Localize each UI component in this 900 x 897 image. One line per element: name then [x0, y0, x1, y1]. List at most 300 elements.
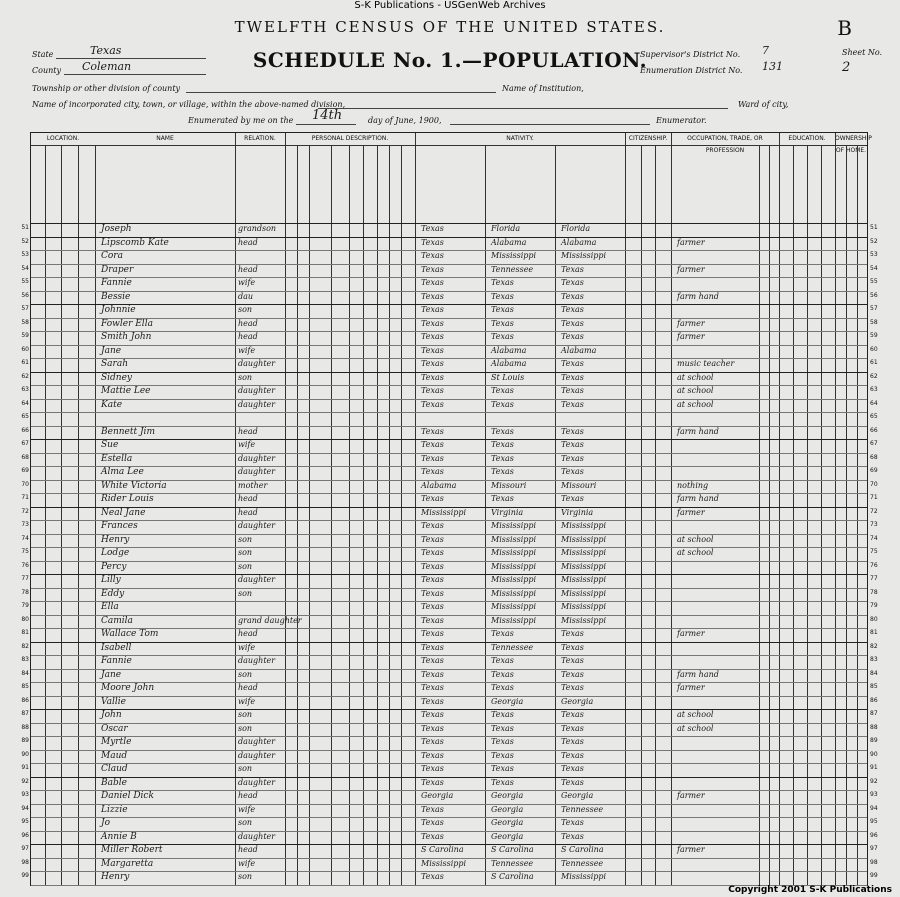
row-number-right: 99	[870, 872, 878, 880]
row-number-right: 89	[870, 737, 878, 745]
row-number-right: 81	[870, 629, 878, 637]
person-name: Annie B	[101, 831, 137, 842]
birthplace-father: Texas	[491, 291, 514, 301]
row-rule	[31, 750, 867, 751]
row-number-left: 67	[21, 440, 29, 448]
column-rule	[363, 145, 364, 885]
person-name: Lilly	[101, 575, 121, 586]
birthplace-mother: Texas	[561, 467, 584, 477]
birthplace-father: Texas	[491, 318, 514, 328]
relation-entry: son	[238, 372, 253, 382]
person-name: Joseph	[101, 224, 132, 234]
birthplace-mother: Texas	[561, 818, 584, 828]
row-number-right: 90	[870, 750, 878, 758]
row-rule	[31, 358, 867, 359]
person-name: Mattie Lee	[101, 386, 151, 397]
occupation-entry: at school	[677, 548, 714, 558]
birthplace-father: Mississippi	[491, 588, 537, 598]
person-name: Oscar	[101, 723, 128, 734]
row-number-left: 94	[21, 804, 29, 812]
birthplace-father: S Carolina	[491, 845, 534, 855]
person-name: Ella	[101, 602, 119, 613]
row-number-right: 85	[870, 683, 878, 691]
row-number-right: 52	[870, 237, 878, 245]
occupation-entry: at school	[677, 534, 714, 544]
birthplace-person: Mississippi	[421, 507, 467, 517]
birthplace-father: Texas	[491, 764, 514, 774]
person-name: Henry	[101, 872, 130, 883]
relation-entry: daughter	[238, 750, 276, 760]
birthplace-mother: Texas	[561, 723, 584, 733]
column-rule	[389, 145, 390, 885]
row-number-right: 51	[870, 224, 878, 231]
birthplace-person: Texas	[421, 467, 444, 477]
relation-entry: grandson	[238, 224, 277, 233]
birthplace-mother: Texas	[561, 440, 584, 450]
row-number-left: 53	[21, 251, 29, 259]
day-underline	[296, 124, 356, 125]
birthplace-person: Texas	[421, 359, 444, 369]
row-number-left: 60	[21, 345, 29, 353]
row-number-left: 82	[21, 642, 29, 650]
birthplace-father: Texas	[491, 723, 514, 733]
relation-entry: son	[238, 710, 253, 720]
row-number-right: 73	[870, 521, 878, 529]
row-number-left: 74	[21, 534, 29, 542]
birthplace-mother: Georgia	[561, 696, 594, 706]
row-number-left: 64	[21, 399, 29, 407]
row-number-right: 59	[870, 332, 878, 340]
row-number-right: 56	[870, 291, 878, 299]
birthplace-mother: Alabama	[561, 345, 597, 355]
row-number-left: 54	[21, 264, 29, 272]
occupation-entry: farmer	[677, 237, 705, 247]
section-occupation: OCCUPATION, TRADE, OR PROFESSION	[671, 133, 779, 146]
birthplace-mother: Texas	[561, 737, 584, 747]
person-name: Draper	[101, 264, 134, 275]
row-rule	[31, 817, 867, 818]
birthplace-father: Texas	[491, 440, 514, 450]
birthplace-father: Virginia	[491, 507, 524, 517]
row-number-left: 72	[21, 507, 29, 515]
column-rule	[485, 145, 486, 885]
township-label: Township or other division of county	[32, 84, 181, 93]
occupation-entry: at school	[677, 710, 714, 720]
birthplace-person: Texas	[421, 656, 444, 666]
sheet-label: Sheet No.	[842, 48, 883, 57]
birthplace-mother: Mississippi	[561, 872, 607, 882]
column-rule	[415, 133, 416, 885]
row-number-left: 65	[21, 413, 29, 421]
person-name: Fowler Ella	[101, 318, 153, 329]
person-name: Lizzie	[101, 804, 128, 815]
birthplace-mother: Georgia	[561, 791, 594, 801]
person-name: Frances	[101, 521, 138, 532]
relation-entry: son	[238, 548, 253, 558]
birthplace-person: Texas	[421, 602, 444, 612]
row-rule	[31, 763, 867, 764]
birthplace-mother: Alabama	[561, 237, 597, 247]
column-rule	[555, 145, 556, 885]
birthplace-father: Alabama	[491, 345, 527, 355]
person-name: John	[101, 710, 122, 721]
row-rule	[31, 439, 867, 440]
relation-entry: head	[238, 683, 258, 693]
birthplace-mother: Texas	[561, 264, 584, 274]
relation-entry: son	[238, 764, 253, 774]
row-number-left: 87	[21, 710, 29, 718]
row-number-left: 89	[21, 737, 29, 745]
row-number-left: 70	[21, 480, 29, 488]
birthplace-father: Texas	[491, 399, 514, 409]
row-rule	[31, 574, 867, 575]
row-rule	[31, 453, 867, 454]
row-number-right: 74	[870, 534, 878, 542]
copyright-note: Copyright 2001 S-K Publications	[728, 885, 892, 895]
row-number-right: 86	[870, 696, 878, 704]
row-rule	[31, 871, 867, 872]
row-rule	[31, 615, 867, 616]
birthplace-mother: Texas	[561, 710, 584, 720]
row-number-left: 92	[21, 777, 29, 785]
row-number-left: 97	[21, 845, 29, 853]
relation-entry: wife	[238, 278, 256, 288]
birthplace-mother: Mississippi	[561, 602, 607, 612]
row-number-left: 80	[21, 615, 29, 623]
row-number-right: 60	[870, 345, 878, 353]
person-name: Bable	[101, 777, 127, 788]
birthplace-person: Texas	[421, 318, 444, 328]
section-name: NAME	[95, 133, 235, 146]
person-name: Percy	[101, 561, 127, 572]
relation-entry: daughter	[238, 386, 276, 396]
person-name: Camila	[101, 615, 133, 626]
row-number-left: 81	[21, 629, 29, 637]
birthplace-person: Texas	[421, 642, 444, 652]
sheet-letter: B	[837, 16, 852, 40]
birthplace-father: S Carolina	[491, 872, 534, 882]
occupation-entry: farmer	[677, 332, 705, 342]
person-name: Miller Robert	[101, 845, 163, 856]
row-rule	[31, 291, 867, 292]
person-name: Neal Jane	[101, 507, 146, 518]
person-name: Eddy	[101, 588, 125, 599]
row-number-left: 63	[21, 386, 29, 394]
column-rule	[807, 145, 808, 885]
birthplace-mother: Texas	[561, 629, 584, 639]
person-name: Jane	[101, 669, 122, 680]
column-rule	[78, 145, 79, 885]
birthplace-father: Texas	[491, 305, 514, 315]
birthplace-father: Texas	[491, 453, 514, 463]
section-education: EDUCATION.	[779, 133, 835, 146]
birthplace-father: Mississippi	[491, 602, 537, 612]
birthplace-mother: Texas	[561, 291, 584, 301]
birthplace-father: Mississippi	[491, 615, 537, 625]
birthplace-person: Georgia	[421, 791, 454, 801]
row-rule	[31, 709, 867, 710]
birthplace-person: Texas	[421, 777, 444, 787]
row-number-right: 55	[870, 278, 878, 286]
row-number-left: 55	[21, 278, 29, 286]
row-number-right: 79	[870, 602, 878, 610]
birthplace-person: Texas	[421, 426, 444, 436]
row-number-left: 85	[21, 683, 29, 691]
birthplace-person: Texas	[421, 264, 444, 274]
row-rule	[31, 777, 867, 778]
birthplace-father: Georgia	[491, 791, 524, 801]
person-name: Moore John	[101, 683, 155, 694]
institution-label: Name of Institution,	[502, 84, 584, 93]
schedule-title: SCHEDULE No. 1.—POPULATION.	[252, 48, 648, 72]
enumerated-day: 14th	[312, 108, 343, 123]
birthplace-father: Georgia	[491, 696, 524, 706]
row-rule	[31, 372, 867, 373]
person-name: Kate	[101, 399, 123, 410]
row-number-right: 76	[870, 561, 878, 569]
birthplace-person: Texas	[421, 399, 444, 409]
row-number-right: 77	[870, 575, 878, 583]
relation-entry: son	[238, 872, 253, 882]
birthplace-person: Texas	[421, 305, 444, 315]
person-name: Johnnie	[101, 305, 136, 316]
birthplace-person: Texas	[421, 615, 444, 625]
row-rule	[31, 466, 867, 467]
birthplace-person: Texas	[421, 804, 444, 814]
occupation-entry: farmer	[677, 507, 705, 517]
birthplace-person: Texas	[421, 440, 444, 450]
birthplace-person: Texas	[421, 237, 444, 247]
row-number-right: 65	[870, 413, 878, 421]
relation-entry: wife	[238, 642, 256, 652]
row-number-right: 96	[870, 831, 878, 839]
row-rule	[31, 547, 867, 548]
row-number-right: 84	[870, 669, 878, 677]
relation-entry: son	[238, 588, 253, 598]
occupation-entry: at school	[677, 723, 714, 733]
row-rule	[31, 831, 867, 832]
birthplace-father: Mississippi	[491, 251, 537, 261]
row-number-right: 97	[870, 845, 878, 853]
occupation-entry: farmer	[677, 791, 705, 801]
column-rule	[309, 145, 310, 885]
row-number-left: 57	[21, 305, 29, 313]
birthplace-father: Florida	[491, 224, 521, 233]
birthplace-father: Mississippi	[491, 521, 537, 531]
birthplace-mother: Texas	[561, 453, 584, 463]
row-number-right: 80	[870, 615, 878, 623]
birthplace-person: Texas	[421, 291, 444, 301]
row-number-right: 62	[870, 372, 878, 380]
row-number-left: 91	[21, 764, 29, 772]
row-number-left: 88	[21, 723, 29, 731]
relation-entry: head	[238, 507, 258, 517]
row-number-right: 70	[870, 480, 878, 488]
row-number-left: 73	[21, 521, 29, 529]
birthplace-father: Georgia	[491, 831, 524, 841]
birthplace-father: Texas	[491, 683, 514, 693]
occupation-entry: music teacher	[677, 359, 735, 369]
relation-entry: daughter	[238, 656, 276, 666]
archive-note: S-K Publications - USGenWeb Archives	[354, 0, 546, 11]
birthplace-person: Texas	[421, 750, 444, 760]
row-number-right: 92	[870, 777, 878, 785]
supervisor-value: 7	[762, 44, 769, 57]
birthplace-person: Texas	[421, 872, 444, 882]
birthplace-mother: Texas	[561, 777, 584, 787]
person-name: Myrtle	[101, 737, 132, 748]
birthplace-mother: Texas	[561, 332, 584, 342]
row-number-right: 93	[870, 791, 878, 799]
row-rule	[31, 318, 867, 319]
birthplace-mother: Texas	[561, 426, 584, 436]
row-rule	[31, 399, 867, 400]
birthplace-person: Texas	[421, 683, 444, 693]
column-rule	[835, 133, 836, 885]
column-rule	[821, 145, 822, 885]
row-number-right: 54	[870, 264, 878, 272]
birthplace-mother: Texas	[561, 372, 584, 382]
row-number-right: 68	[870, 453, 878, 461]
birthplace-father: Texas	[491, 750, 514, 760]
birthplace-mother: Mississippi	[561, 251, 607, 261]
incorporated-underline	[318, 108, 728, 109]
column-rule	[857, 145, 858, 885]
birthplace-mother: Virginia	[561, 507, 594, 517]
relation-entry: son	[238, 723, 253, 733]
birthplace-mother: Texas	[561, 359, 584, 369]
occupation-entry: farmer	[677, 845, 705, 855]
row-number-left: 66	[21, 426, 29, 434]
ward-label: Ward of city,	[738, 100, 789, 109]
column-rule	[641, 145, 642, 885]
section-location: LOCATION.	[31, 133, 95, 146]
person-name: Rider Louis	[101, 494, 154, 505]
column-rule	[401, 145, 402, 885]
birthplace-person: Texas	[421, 548, 444, 558]
column-rule	[349, 145, 350, 885]
birthplace-father: Mississippi	[491, 561, 537, 571]
birthplace-mother: Texas	[561, 831, 584, 841]
column-rule	[769, 145, 770, 885]
row-rule	[31, 520, 867, 521]
row-number-right: 95	[870, 818, 878, 826]
row-number-left: 69	[21, 467, 29, 475]
birthplace-father: Tennessee	[491, 858, 534, 868]
birthplace-mother: Missouri	[561, 480, 597, 490]
row-rule	[31, 696, 867, 697]
relation-entry: head	[238, 791, 258, 801]
row-number-left: 56	[21, 291, 29, 299]
row-rule	[31, 723, 867, 724]
row-number-left: 99	[21, 872, 29, 880]
birthplace-person: Texas	[421, 575, 444, 585]
birthplace-person: Texas	[421, 710, 444, 720]
birthplace-father: Georgia	[491, 804, 524, 814]
row-rule	[31, 250, 867, 251]
relation-entry: daughter	[238, 453, 276, 463]
relation-entry: daughter	[238, 737, 276, 747]
person-name: Bennett Jim	[101, 426, 155, 437]
birthplace-person: Texas	[421, 696, 444, 706]
column-rule	[45, 145, 46, 885]
row-number-left: 61	[21, 359, 29, 367]
birthplace-father: St Louis	[491, 372, 525, 382]
birthplace-mother: Texas	[561, 764, 584, 774]
birthplace-person: Texas	[421, 453, 444, 463]
birthplace-father: Tennessee	[491, 264, 534, 274]
birthplace-father: Mississippi	[491, 534, 537, 544]
column-rule	[625, 133, 626, 885]
birthplace-father: Texas	[491, 777, 514, 787]
column-rule	[297, 145, 298, 885]
column-rule	[235, 133, 236, 885]
row-number-right: 75	[870, 548, 878, 556]
person-name: Wallace Tom	[101, 629, 159, 640]
birthplace-person: Texas	[421, 818, 444, 828]
relation-entry: mother	[238, 480, 268, 490]
birthplace-mother: Texas	[561, 399, 584, 409]
row-number-left: 83	[21, 656, 29, 664]
row-number-right: 71	[870, 494, 878, 502]
birthplace-person: Texas	[421, 831, 444, 841]
row-number-right: 88	[870, 723, 878, 731]
column-rule	[95, 145, 96, 885]
relation-entry: head	[238, 629, 258, 639]
relation-entry: wife	[238, 440, 256, 450]
row-number-left: 77	[21, 575, 29, 583]
birthplace-person: Texas	[421, 386, 444, 396]
relation-entry: daughter	[238, 575, 276, 585]
birthplace-person: Texas	[421, 278, 444, 288]
birthplace-person: Texas	[421, 332, 444, 342]
relation-entry: daughter	[238, 399, 276, 409]
relation-entry: son	[238, 818, 253, 828]
row-number-right: 58	[870, 318, 878, 326]
person-name: Estella	[101, 453, 133, 464]
row-number-left: 79	[21, 602, 29, 610]
relation-entry: daughter	[238, 777, 276, 787]
person-name: Alma Lee	[101, 467, 144, 478]
occupation-entry: farmer	[677, 683, 705, 693]
row-number-left: 59	[21, 332, 29, 340]
birthplace-person: Texas	[421, 534, 444, 544]
row-number-left: 90	[21, 750, 29, 758]
birthplace-person: Texas	[421, 251, 444, 261]
enumerator-underline	[450, 124, 650, 125]
relation-entry: wife	[238, 345, 256, 355]
column-rule	[671, 133, 672, 885]
birthplace-father: Missouri	[491, 480, 527, 490]
birthplace-father: Alabama	[491, 237, 527, 247]
column-rule	[759, 145, 760, 885]
person-name: Claud	[101, 764, 128, 775]
birthplace-mother: Texas	[561, 683, 584, 693]
row-number-right: 94	[870, 804, 878, 812]
county-label: County	[32, 66, 61, 75]
enum-district-label: Enumeration District No.	[640, 66, 743, 75]
birthplace-mother: Texas	[561, 386, 584, 396]
birthplace-mother: Texas	[561, 278, 584, 288]
person-name: Jane	[101, 345, 122, 356]
birthplace-person: Texas	[421, 669, 444, 679]
person-name: Maud	[101, 750, 128, 761]
row-rule	[31, 304, 867, 305]
relation-entry: head	[238, 494, 258, 504]
birthplace-mother: S Carolina	[561, 845, 604, 855]
person-name: Lipscomb Kate	[101, 237, 169, 248]
person-name: Sarah	[101, 359, 128, 370]
